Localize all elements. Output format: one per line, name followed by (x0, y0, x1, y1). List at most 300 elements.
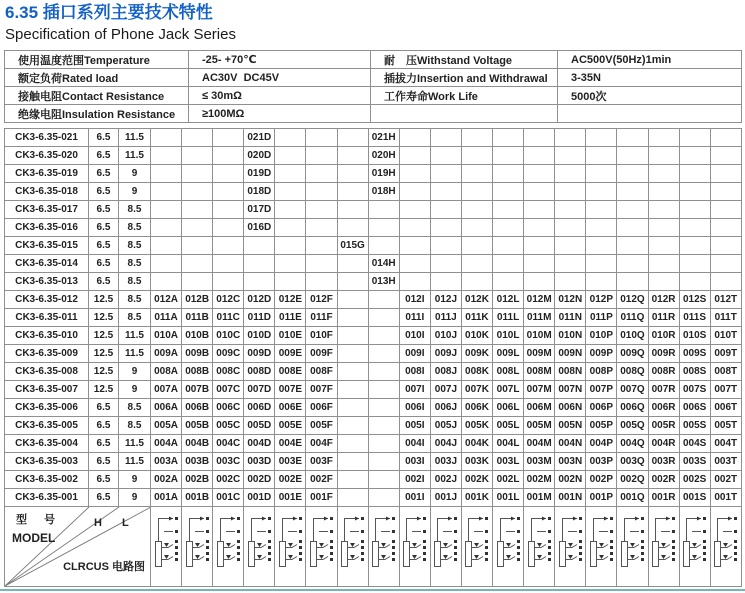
variant-code-cell (648, 273, 679, 291)
dim-h-cell: 6.5 (89, 435, 119, 453)
variant-code-cell: 007S (679, 381, 710, 399)
variant-code-cell (555, 273, 586, 291)
dim-l-cell: 8.5 (119, 417, 151, 435)
jack-circuit-diagram (525, 509, 554, 584)
variant-code-cell (524, 201, 555, 219)
variant-code-cell: 008M (524, 363, 555, 381)
variant-code-cell: 004L (493, 435, 524, 453)
variant-code-cell (586, 201, 617, 219)
variant-code-cell: 006A (151, 399, 182, 417)
variant-code-cell: 011M (524, 309, 555, 327)
variant-code-cell (710, 219, 741, 237)
variant-code-cell (710, 165, 741, 183)
variant-code-cell (368, 489, 399, 507)
variant-code-cell (430, 129, 461, 147)
variant-code-cell: 008J (430, 363, 461, 381)
circuit-diagram-cell-N (555, 507, 586, 587)
variant-code-cell: 008F (306, 363, 337, 381)
variant-code-cell (213, 129, 244, 147)
variant-code-cell (337, 399, 368, 417)
variant-code-cell (151, 201, 182, 219)
jack-circuit-diagram (369, 509, 398, 584)
variant-code-cell: 009E (275, 345, 306, 363)
model-row (5, 309, 742, 327)
model-row (5, 381, 742, 399)
variant-code-cell (524, 273, 555, 291)
variant-code-cell: 007R (648, 381, 679, 399)
spec-value-cell: AC30V DC45V (189, 69, 371, 87)
variant-code-cell (493, 165, 524, 183)
dim-h-cell: 6.5 (89, 183, 119, 201)
variant-code-cell: 005B (182, 417, 213, 435)
dim-h-cell: 12.5 (89, 363, 119, 381)
model-row (5, 219, 742, 237)
variant-code-cell: 003J (430, 453, 461, 471)
variant-code-cell (493, 201, 524, 219)
variant-code-cell (524, 147, 555, 165)
variant-code-cell: 007D (244, 381, 275, 399)
spec-value-cell: AC500V(50Hz)1min (558, 51, 742, 69)
dim-l-cell: 9 (119, 165, 151, 183)
variant-code-cell: 004D (244, 435, 275, 453)
variant-code-cell: 008Q (617, 363, 648, 381)
circuit-diagram-cell-A (151, 507, 182, 587)
variant-code-cell: 003A (151, 453, 182, 471)
variant-code-cell (679, 201, 710, 219)
dim-h-cell: 6.5 (89, 147, 119, 165)
spec-value-cell: 3-35N (558, 69, 742, 87)
model-number-cell: CK3-6.35-010 (5, 327, 89, 345)
spec-row (5, 105, 742, 123)
variant-code-cell: 004B (182, 435, 213, 453)
variant-code-cell (648, 147, 679, 165)
variant-code-cell (679, 219, 710, 237)
variant-code-cell: 005M (524, 417, 555, 435)
model-number-cell: CK3-6.35-006 (5, 399, 89, 417)
variant-code-cell: 008L (493, 363, 524, 381)
circuit-diagram-cell-B (182, 507, 213, 587)
variant-code-cell: 002T (710, 471, 741, 489)
variant-code-cell (306, 255, 337, 273)
variant-code-cell (493, 255, 524, 273)
variant-code-cell (679, 129, 710, 147)
dim-l-cell: 9 (119, 489, 151, 507)
variant-code-cell: 012A (151, 291, 182, 309)
variant-code-cell: 003P (586, 453, 617, 471)
variant-code-cell: 003S (679, 453, 710, 471)
model-number-cell: CK3-6.35-018 (5, 183, 89, 201)
variant-code-cell: 012M (524, 291, 555, 309)
variant-code-cell (679, 165, 710, 183)
variant-code-cell: 001E (275, 489, 306, 507)
variant-code-cell: 008A (151, 363, 182, 381)
variant-code-cell (337, 219, 368, 237)
spec-value-cell: ≤ 30mΩ (189, 87, 371, 105)
variant-code-cell (430, 183, 461, 201)
variant-code-cell: 006R (648, 399, 679, 417)
variant-code-cell: 020H (368, 147, 399, 165)
model-row (5, 435, 742, 453)
dim-h-cell: 12.5 (89, 327, 119, 345)
variant-code-cell (679, 237, 710, 255)
model-number-cell: CK3-6.35-007 (5, 381, 89, 399)
variant-code-cell: 014H (368, 255, 399, 273)
variant-code-cell (617, 183, 648, 201)
model-row (5, 255, 742, 273)
variant-code-cell (151, 165, 182, 183)
variant-code-cell (461, 273, 492, 291)
corner-l-label: L (122, 517, 129, 529)
variant-code-cell: 021D (244, 129, 275, 147)
variant-code-cell: 009N (555, 345, 586, 363)
variant-code-cell: 011C (213, 309, 244, 327)
model-table (4, 128, 742, 587)
variant-code-cell: 002I (399, 471, 430, 489)
variant-code-cell: 010L (493, 327, 524, 345)
dim-h-cell: 6.5 (89, 237, 119, 255)
variant-code-cell (337, 327, 368, 345)
variant-code-cell: 002R (648, 471, 679, 489)
variant-code-cell (430, 147, 461, 165)
circuit-diagram-cell-G (337, 507, 368, 587)
dim-l-cell: 9 (119, 471, 151, 489)
variant-code-cell: 010B (182, 327, 213, 345)
variant-code-cell: 010J (430, 327, 461, 345)
variant-code-cell: 005N (555, 417, 586, 435)
spec-label-cell: 使用温度范围Temperature (5, 51, 189, 69)
dim-h-cell: 6.5 (89, 453, 119, 471)
variant-code-cell: 007M (524, 381, 555, 399)
variant-code-cell: 002K (461, 471, 492, 489)
jack-circuit-diagram (338, 509, 367, 584)
variant-code-cell (710, 201, 741, 219)
model-number-cell: CK3-6.35-012 (5, 291, 89, 309)
circuit-row (5, 507, 742, 587)
variant-code-cell (555, 237, 586, 255)
model-number-cell: CK3-6.35-004 (5, 435, 89, 453)
variant-code-cell: 010C (213, 327, 244, 345)
variant-code-cell: 012P (586, 291, 617, 309)
variant-code-cell (275, 201, 306, 219)
variant-code-cell: 008S (679, 363, 710, 381)
variant-code-cell (306, 273, 337, 291)
variant-code-cell (182, 129, 213, 147)
variant-code-cell: 008D (244, 363, 275, 381)
model-number-cell: CK3-6.35-009 (5, 345, 89, 363)
variant-code-cell: 004T (710, 435, 741, 453)
model-number-cell: CK3-6.35-002 (5, 471, 89, 489)
variant-code-cell: 010Q (617, 327, 648, 345)
variant-code-cell (337, 291, 368, 309)
variant-code-cell: 003C (213, 453, 244, 471)
jack-circuit-diagram (183, 509, 212, 584)
variant-code-cell (430, 273, 461, 291)
variant-code-cell: 007K (461, 381, 492, 399)
variant-code-cell: 005J (430, 417, 461, 435)
variant-code-cell (524, 237, 555, 255)
variant-code-cell: 012Q (617, 291, 648, 309)
variant-code-cell: 004S (679, 435, 710, 453)
variant-code-cell (430, 255, 461, 273)
spec-label-cell (371, 105, 558, 123)
variant-code-cell: 002E (275, 471, 306, 489)
variant-code-cell: 002A (151, 471, 182, 489)
model-number-cell: CK3-6.35-013 (5, 273, 89, 291)
variant-code-cell: 001T (710, 489, 741, 507)
circuit-diagram-cell-I (399, 507, 430, 587)
dim-l-cell: 9 (119, 183, 151, 201)
variant-code-cell (679, 147, 710, 165)
variant-code-cell (306, 147, 337, 165)
dim-l-cell: 11.5 (119, 129, 151, 147)
variant-code-cell: 005E (275, 417, 306, 435)
variant-code-cell: 011D (244, 309, 275, 327)
dim-h-cell: 12.5 (89, 309, 119, 327)
corner-header-cell (5, 507, 151, 587)
variant-code-cell: 012N (555, 291, 586, 309)
variant-code-cell (337, 201, 368, 219)
variant-code-cell: 009K (461, 345, 492, 363)
dim-h-cell: 6.5 (89, 255, 119, 273)
variant-code-cell (710, 147, 741, 165)
variant-code-cell: 005S (679, 417, 710, 435)
circuit-diagram-cell-M (524, 507, 555, 587)
variant-code-cell (337, 129, 368, 147)
variant-code-cell: 005F (306, 417, 337, 435)
variant-code-cell: 004R (648, 435, 679, 453)
variant-code-cell: 001J (430, 489, 461, 507)
variant-code-cell: 001M (524, 489, 555, 507)
variant-code-cell: 020D (244, 147, 275, 165)
variant-code-cell: 015G (337, 237, 368, 255)
variant-code-cell: 004Q (617, 435, 648, 453)
variant-code-cell (213, 183, 244, 201)
variant-code-cell (368, 435, 399, 453)
variant-code-cell (368, 219, 399, 237)
variant-code-cell: 003F (306, 453, 337, 471)
circuit-diagram-cell-D (244, 507, 275, 587)
variant-code-cell: 016D (244, 219, 275, 237)
variant-code-cell (461, 201, 492, 219)
variant-code-cell: 019H (368, 165, 399, 183)
variant-code-cell: 008I (399, 363, 430, 381)
variant-code-cell (461, 165, 492, 183)
variant-code-cell: 004M (524, 435, 555, 453)
variant-code-cell: 001Q (617, 489, 648, 507)
variant-code-cell: 008T (710, 363, 741, 381)
variant-code-cell (337, 363, 368, 381)
variant-code-cell: 002J (430, 471, 461, 489)
variant-code-cell (710, 237, 741, 255)
variant-code-cell (213, 237, 244, 255)
variant-code-cell (399, 147, 430, 165)
circuit-diagram-cell-L (493, 507, 524, 587)
variant-code-cell (430, 237, 461, 255)
corner-model-label-en: MODEL (12, 531, 56, 545)
variant-code-cell: 002F (306, 471, 337, 489)
variant-code-cell (555, 129, 586, 147)
variant-code-cell (617, 129, 648, 147)
model-number-cell: CK3-6.35-020 (5, 147, 89, 165)
model-row (5, 183, 742, 201)
variant-code-cell (617, 255, 648, 273)
variant-code-cell (182, 219, 213, 237)
variant-code-cell: 003R (648, 453, 679, 471)
variant-code-cell (586, 255, 617, 273)
dim-l-cell: 11.5 (119, 435, 151, 453)
model-row (5, 237, 742, 255)
variant-code-cell: 007A (151, 381, 182, 399)
model-number-cell: CK3-6.35-008 (5, 363, 89, 381)
variant-code-cell: 021H (368, 129, 399, 147)
dim-l-cell: 11.5 (119, 453, 151, 471)
dim-l-cell: 9 (119, 381, 151, 399)
variant-code-cell (648, 219, 679, 237)
variant-code-cell (182, 237, 213, 255)
variant-code-cell (399, 273, 430, 291)
dim-l-cell: 8.5 (119, 237, 151, 255)
spec-value-cell: -25- +70℃ (189, 51, 371, 69)
variant-code-cell (151, 255, 182, 273)
variant-code-cell (586, 165, 617, 183)
model-row (5, 147, 742, 165)
variant-code-cell (679, 273, 710, 291)
variant-code-cell: 011P (586, 309, 617, 327)
variant-code-cell: 004K (461, 435, 492, 453)
spec-label-cell: 接触电阻Contact Resistance (5, 87, 189, 105)
variant-code-cell (368, 327, 399, 345)
variant-code-cell: 007I (399, 381, 430, 399)
variant-code-cell: 005D (244, 417, 275, 435)
spec-row (5, 87, 742, 105)
variant-code-cell: 001L (493, 489, 524, 507)
variant-code-cell: 006S (679, 399, 710, 417)
variant-code-cell (399, 129, 430, 147)
jack-circuit-diagram (711, 509, 740, 584)
variant-code-cell (275, 183, 306, 201)
variant-code-cell (368, 291, 399, 309)
dim-h-cell: 12.5 (89, 291, 119, 309)
model-row (5, 489, 742, 507)
variant-code-cell (461, 255, 492, 273)
model-row (5, 129, 742, 147)
jack-circuit-diagram (214, 509, 243, 584)
variant-code-cell: 012I (399, 291, 430, 309)
variant-code-cell: 001R (648, 489, 679, 507)
variant-code-cell: 008N (555, 363, 586, 381)
variant-code-cell: 006D (244, 399, 275, 417)
circuit-diagram-cell-F (306, 507, 337, 587)
variant-code-cell (306, 165, 337, 183)
model-row (5, 345, 742, 363)
corner-circuit-label: CLRCUS 电路图 (63, 561, 145, 573)
variant-code-cell: 004E (275, 435, 306, 453)
variant-code-cell: 002B (182, 471, 213, 489)
variant-code-cell: 003D (244, 453, 275, 471)
variant-code-cell: 003L (493, 453, 524, 471)
variant-code-cell (182, 147, 213, 165)
spec-table (4, 50, 742, 123)
variant-code-cell (493, 237, 524, 255)
spec-row (5, 69, 742, 87)
circuit-diagram-cell-C (213, 507, 244, 587)
variant-code-cell: 011K (461, 309, 492, 327)
variant-code-cell (710, 255, 741, 273)
variant-code-cell (586, 183, 617, 201)
variant-code-cell: 012C (213, 291, 244, 309)
dim-h-cell: 6.5 (89, 201, 119, 219)
dim-l-cell: 8.5 (119, 273, 151, 291)
variant-code-cell: 005K (461, 417, 492, 435)
variant-code-cell: 010P (586, 327, 617, 345)
variant-code-cell (648, 237, 679, 255)
variant-code-cell: 005P (586, 417, 617, 435)
variant-code-cell: 006C (213, 399, 244, 417)
variant-code-cell (275, 165, 306, 183)
variant-code-cell (337, 183, 368, 201)
variant-code-cell: 009T (710, 345, 741, 363)
variant-code-cell: 013H (368, 273, 399, 291)
variant-code-cell (368, 399, 399, 417)
variant-code-cell (368, 237, 399, 255)
jack-circuit-diagram (556, 509, 585, 584)
variant-code-cell (399, 165, 430, 183)
variant-code-cell (368, 417, 399, 435)
variant-code-cell: 001D (244, 489, 275, 507)
corner-h-label: H (94, 517, 102, 529)
variant-code-cell: 002M (524, 471, 555, 489)
variant-code-cell: 005L (493, 417, 524, 435)
variant-code-cell (368, 345, 399, 363)
variant-code-cell (430, 201, 461, 219)
variant-code-cell (555, 201, 586, 219)
variant-code-cell: 012K (461, 291, 492, 309)
dim-h-cell: 12.5 (89, 345, 119, 363)
variant-code-cell (275, 237, 306, 255)
variant-code-cell: 001I (399, 489, 430, 507)
variant-code-cell (275, 273, 306, 291)
variant-code-cell: 006F (306, 399, 337, 417)
variant-code-cell (555, 183, 586, 201)
variant-code-cell (524, 255, 555, 273)
variant-code-cell (461, 147, 492, 165)
variant-code-cell: 003I (399, 453, 430, 471)
variant-code-cell: 010A (151, 327, 182, 345)
variant-code-cell (306, 201, 337, 219)
variant-code-cell: 006T (710, 399, 741, 417)
variant-code-cell: 004C (213, 435, 244, 453)
variant-code-cell (399, 237, 430, 255)
variant-code-cell (430, 219, 461, 237)
variant-code-cell: 010F (306, 327, 337, 345)
variant-code-cell (151, 273, 182, 291)
variant-code-cell (275, 147, 306, 165)
model-row (5, 327, 742, 345)
spec-table-body (5, 51, 742, 123)
model-row (5, 165, 742, 183)
variant-code-cell: 010D (244, 327, 275, 345)
variant-code-cell: 009A (151, 345, 182, 363)
variant-code-cell: 010I (399, 327, 430, 345)
variant-code-cell: 009F (306, 345, 337, 363)
circuit-diagram-cell-S (679, 507, 710, 587)
variant-code-cell: 006K (461, 399, 492, 417)
variant-code-cell (337, 273, 368, 291)
variant-code-cell: 018D (244, 183, 275, 201)
jack-circuit-diagram (400, 509, 429, 584)
dim-l-cell: 8.5 (119, 309, 151, 327)
variant-code-cell: 002Q (617, 471, 648, 489)
